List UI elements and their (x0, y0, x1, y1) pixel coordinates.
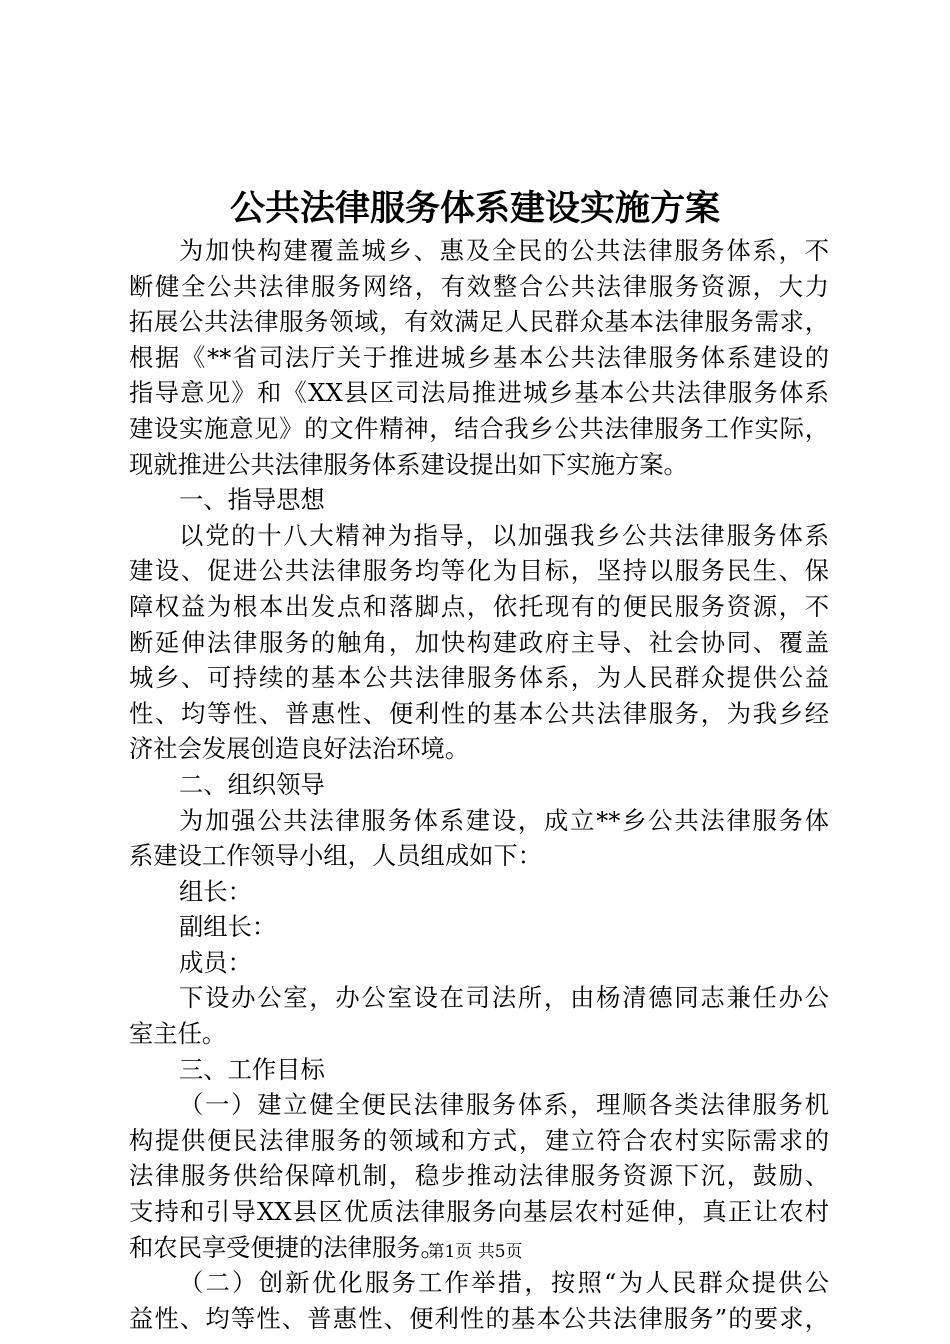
text-line: 障权益为根本出发点和落脚点，依托现有的便民服务资源，不 (129, 591, 829, 621)
text-line: 根据《**省司法厅关于推进城乡基本公共法律服务体系建设的 (129, 342, 829, 372)
text-line: 城乡、可持续的基本公共法律服务体系，为人民群众提供公益 (129, 663, 829, 693)
text-line: 和农民享受便捷的法律服务。 (129, 1232, 445, 1262)
text-line: 以党的十八大精神为指导，以加强我乡公共法律服务体系 (179, 520, 829, 550)
text-line: 为加快构建覆盖城乡、惠及全民的公共法律服务体系，不 (179, 236, 829, 265)
text-line: 建设实施意见》的文件精神，结合我乡公共法律服务工作实际， (129, 413, 829, 443)
text-line: 拓展公共法律服务领域，有效满足人民群众基本法律服务需求， (129, 307, 829, 337)
text-line: 构提供便民法律服务的领域和方式，建立符合农村实际需求的 (129, 1125, 829, 1155)
text-line: 组长： (179, 876, 252, 906)
text-line: 断健全公共法律服务网络，有效整合公共法律服务资源，大力 (129, 271, 829, 301)
text-line: 指导意见》和《XX县区司法局推进城乡基本公共法律服务体系 (129, 378, 829, 408)
text-line: 二、组织领导 (179, 769, 325, 799)
document-title: 公共法律服务体系建设实施方案 (229, 188, 720, 229)
text-line: 济社会发展创造良好法治环境。 (129, 734, 470, 764)
text-line: 室主任。 (129, 1019, 227, 1049)
page-footer: 第1页 共5页 (427, 1242, 523, 1262)
text-line: 支持和引导XX县区优质法律服务向基层农村延伸，真正让农村 (129, 1197, 829, 1227)
text-line: 建设、促进公共法律服务均等化为目标，坚持以服务民生、保 (129, 556, 829, 586)
text-line: 为加强公共法律服务体系建设，成立**乡公共法律服务体 (179, 805, 829, 835)
text-line: 系建设工作领导小组，人员组成如下： (129, 841, 543, 871)
text-line: 性、均等性、普惠性、便利性的基本公共法律服务，为我乡经 (129, 698, 829, 728)
text-line: 下设办公室，办公室设在司法所，由杨清德同志兼任办公 (179, 983, 829, 1013)
text-line: 副组长： (179, 912, 277, 942)
text-line: 成员： (179, 947, 252, 977)
text-line: 三、工作目标 (179, 1054, 325, 1084)
text-line: （二）创新优化服务工作举措，按照“为人民群众提供公 (179, 1268, 829, 1298)
document-body (129, 233, 829, 1336)
text-line: 断延伸法律服务的触角，加快构建政府主导、社会协同、覆盖 (129, 627, 829, 657)
text-line: 法律服务供给保障机制，稳步推动法律服务资源下沉，鼓励、 (129, 1161, 829, 1191)
text-line: （一）建立健全便民法律服务体系，理顺各类法律服务机 (179, 1090, 829, 1120)
text-line: 益性、均等性、普惠性、便利性的基本公共法律服务”的要求， (129, 1303, 829, 1333)
text-line: 一、指导思想 (179, 485, 325, 515)
text-line: 现就推进公共法律服务体系建设提出如下实施方案。 (129, 449, 688, 479)
